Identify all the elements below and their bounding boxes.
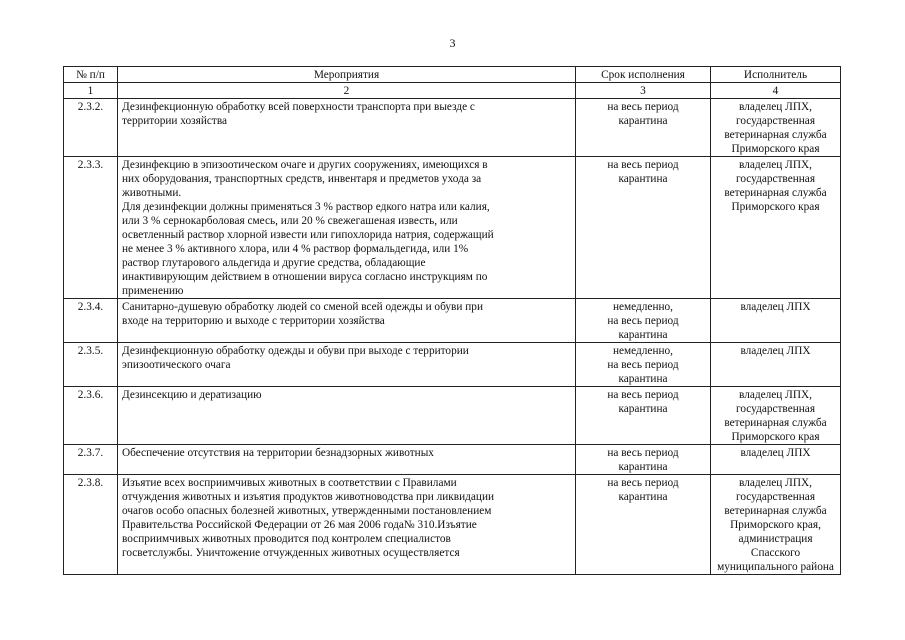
row-measure: Санитарно-душевую обработку людей со сменой всей одежды и обуви при входе на территорию и выходе с территории хозяйства: [118, 299, 576, 343]
column-numbers-row: [64, 83, 841, 99]
row-term: на весь период карантина: [576, 445, 711, 475]
row-number: 2.3.2.: [64, 99, 118, 157]
table-row: [64, 387, 841, 445]
row-term: на весь период карантина: [576, 475, 711, 575]
table-row: [64, 99, 841, 157]
header-measures: Мероприятия: [118, 67, 576, 83]
row-measure: Дезинфекцию в эпизоотическом очаге и других сооружениях, имеющихся в них оборудования, транспортных средств, инвентаря и предметов ухода за животными. Для дезинфекции должны применяться 3 % раствор едкого натра или калия, или 3 % сернокарболовая смесь, или 20 % свежегашеная известь, или осветленный раствор хлорной извести или гипохлорида натрия, содержащий не менее 3 % активного хлора, или 4 % раствор формальдегида, или 1% раствор глутарового альдегида и другие средства, обладающие инактивирующим действием в отношении вируса согласно инструкциям по применению: [118, 157, 576, 299]
row-measure: Обеспечение отсутствия на территории безнадзорных животных: [118, 445, 576, 475]
row-executor: владелец ЛПХ, государственная ветеринарная служба Приморского края, администрация Спасского муниципального района: [711, 475, 841, 575]
table-row: [64, 157, 841, 299]
column-number-2: 2: [118, 83, 576, 99]
row-number: 2.3.6.: [64, 387, 118, 445]
row-number: 2.3.5.: [64, 343, 118, 387]
page-number: 3: [449, 36, 456, 50]
table-row: [64, 299, 841, 343]
row-executor: владелец ЛПХ: [711, 299, 841, 343]
table-header-row: [64, 67, 841, 83]
row-measure: Дезинфекционную обработку одежды и обуви при выходе с территории эпизоотического очага: [118, 343, 576, 387]
row-term: на весь период карантина: [576, 99, 711, 157]
table-row: [64, 445, 841, 475]
table-row: [64, 343, 841, 387]
row-executor: владелец ЛПХ, государственная ветеринарная служба Приморского края: [711, 157, 841, 299]
row-measure: Изъятие всех восприимчивых животных в соответствии с Правилами отчуждения животных и изъятия продуктов животноводства при ликвидации очагов особо опасных болезней животных, утвержденными постановлением Правительства Российской Федерации от 26 мая 2006 года№ 310.Изъятие восприимчивых животных проводится под контролем специалистов госветслужбы. Уничтожение отчужденных животных осуществляется: [118, 475, 576, 575]
row-term: на весь период карантина: [576, 157, 711, 299]
header-term: Срок исполнения: [576, 67, 711, 83]
row-term: немедленно, на весь период карантина: [576, 343, 711, 387]
row-executor: владелец ЛПХ, государственная ветеринарная служба Приморского края: [711, 99, 841, 157]
column-number-3: 3: [576, 83, 711, 99]
column-number-1: 1: [64, 83, 118, 99]
row-term: на весь период карантина: [576, 387, 711, 445]
row-measure: Дезинфекционную обработку всей поверхности транспорта при выезде с территории хозяйства: [118, 99, 576, 157]
measures-table: [63, 66, 841, 575]
row-measure: Дезинсекцию и дератизацию: [118, 387, 576, 445]
row-executor: владелец ЛПХ, государственная ветеринарная служба Приморского края: [711, 387, 841, 445]
column-number-4: 4: [711, 83, 841, 99]
row-number: 2.3.8.: [64, 475, 118, 575]
table-row: [64, 475, 841, 575]
header-number: № п/п: [64, 67, 118, 83]
row-number: 2.3.3.: [64, 157, 118, 299]
row-number: 2.3.4.: [64, 299, 118, 343]
row-executor: владелец ЛПХ: [711, 343, 841, 387]
row-executor: владелец ЛПХ: [711, 445, 841, 475]
header-executor: Исполнитель: [711, 67, 841, 83]
row-number: 2.3.7.: [64, 445, 118, 475]
row-term: немедленно, на весь период карантина: [576, 299, 711, 343]
